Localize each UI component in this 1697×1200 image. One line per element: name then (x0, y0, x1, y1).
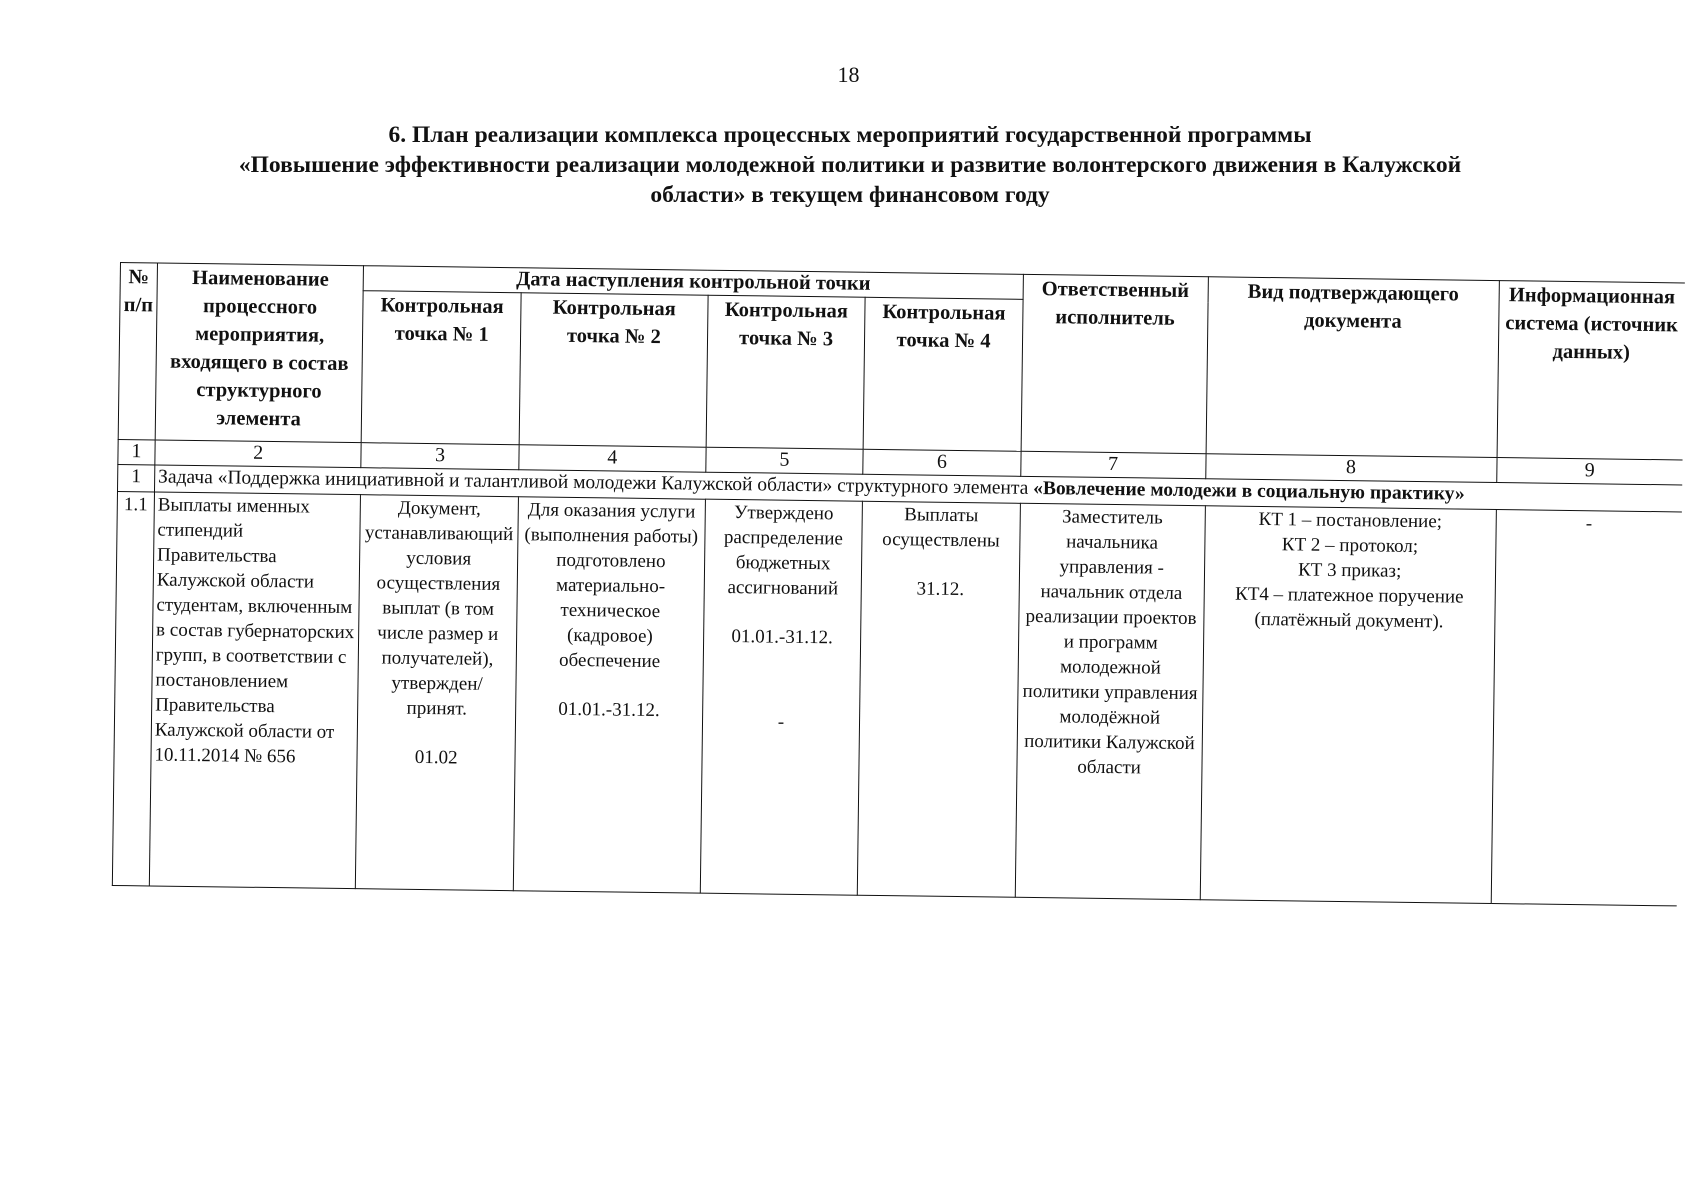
index-cell: 6 (863, 449, 1021, 476)
header-responsible: Ответственный исполнитель (1021, 274, 1208, 453)
process-plan-table (112, 262, 1685, 906)
row-kt1 (356, 495, 519, 891)
kt4-text: Выплаты осуществлены (882, 504, 1000, 552)
kt3-mark: - (777, 711, 785, 733)
row-kt2 (513, 497, 705, 893)
kt2-date: 01.01.-31.12. (558, 698, 660, 722)
index-cell: 3 (361, 443, 519, 470)
header-kt1: Контрольная точка № 1 (362, 291, 522, 445)
header-name: Наименование процессного мероприятия, входящего в состав структурного элемента (155, 263, 364, 443)
header-kt3: Контрольная точка № 3 (706, 295, 866, 449)
kt4-date: 31.12. (916, 578, 965, 601)
row-info-system: - (1491, 510, 1682, 906)
task-label: Задача «Поддержка инициативной и талантливой молодежи Калужской области» структурного элемента (157, 466, 1034, 499)
header-kt2: Контрольная точка № 2 (519, 293, 708, 447)
header-doc-type: Вид подтверждающего документа (1206, 277, 1499, 458)
kt1-date: 01.02 (414, 746, 458, 769)
doc-type-line: КТ 1 – постановление; (1258, 508, 1443, 533)
doc-type-line: КТ 3 приказ; (1297, 559, 1402, 582)
page-number: 18 (837, 62, 860, 87)
index-cell: 7 (1021, 451, 1206, 478)
header-kt4: Контрольная точка № 4 (863, 297, 1023, 451)
index-cell: 5 (706, 447, 864, 474)
index-cell: 4 (519, 445, 706, 472)
row-kt3 (700, 499, 863, 895)
kt3-date: 01.01.-31.12. (731, 626, 833, 649)
index-cell: 2 (155, 440, 362, 468)
header-date-group: Дата наступления контрольной точки (364, 266, 1024, 300)
kt3-text: Утверждено распределение бюджетных ассигнований (723, 502, 844, 600)
kt2-text: Для оказания услуги (выполнения работы) подготовлено материально-техническое (кадровое) обеспечение (524, 499, 699, 673)
header-info-system: Информационная система (источник данных) (1497, 281, 1685, 460)
header-num: № п/п (118, 263, 157, 440)
title-line-3: области» в текущем финансовом году (650, 182, 1050, 208)
title-line-1: 6. План реализации комплекса процессных мероприятий государственной программы (388, 122, 1312, 148)
row-kt4 (858, 501, 1021, 897)
row-responsible: Заместитель начальника управления - начальник отдела реализации проектов и программ молодежной политики управления молодёжной политики Калужской области (1015, 503, 1205, 899)
title-line-2: «Повышение эффективности реализации молодежной политики и развитие волонтерского движения в Калужской (238, 152, 1462, 178)
index-cell: 8 (1205, 454, 1496, 483)
doc-type-line: КТ 2 – протокол; (1281, 534, 1419, 558)
row-num: 1.1 (112, 491, 154, 885)
task-num: 1 (117, 464, 154, 491)
index-cell: 1 (118, 439, 155, 464)
row-name: Выплаты именных стипендий Правительства Калужской области студентам, включенным в состав губернаторских групп, в соответствии с постановлением Правительства Калужской области от 10.11.2014 № 656 (149, 492, 361, 889)
doc-type-line: КТ4 – платежное поручение (платёжный документ). (1234, 583, 1464, 633)
kt1-text: Документ, устанавливающий условия осуществления выплат (в том числе размер и получателей), утвержден/принят. (364, 497, 514, 720)
task-structural-element: «Вовлечение молодежи в социальную практику» (1033, 477, 1465, 505)
table-row (112, 491, 1682, 905)
row-doc-type (1200, 506, 1496, 904)
index-cell: 9 (1496, 458, 1682, 485)
document-title (150, 120, 1550, 210)
